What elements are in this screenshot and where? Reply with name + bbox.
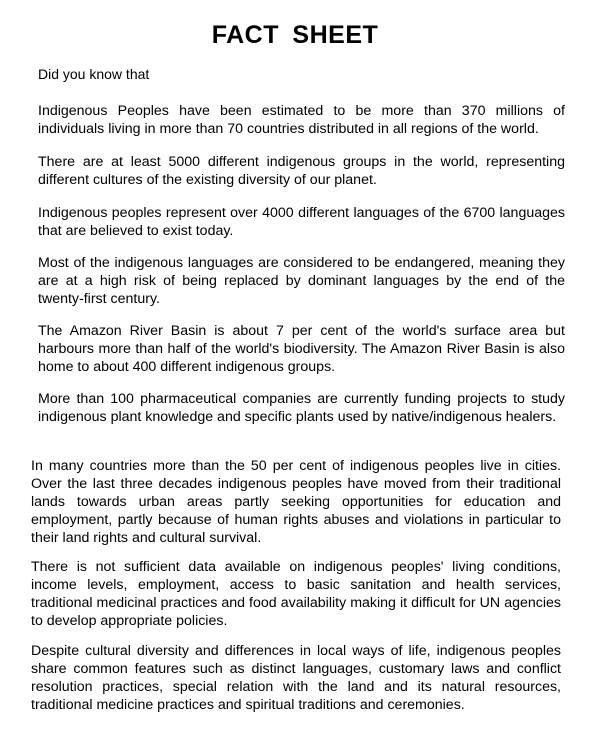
fact-paragraph: Indigenous Peoples have been estimated to be more than 370 millions of individuals living in more than 70 countries distributed in all regions of the world. — [38, 103, 565, 137]
body-paragraph: Despite cultural diversity and differences in local ways of life, indigenous peoples share common features such as distinct languages, customary laws and conflict resolution practices, special relation with the land and its natural resources, traditional medicine practices and spiritual traditions and ceremonies. — [31, 643, 561, 713]
fact-paragraph: Most of the indigenous languages are considered to be endangered, meaning they are at a high risk of being replaced by dominant languages by the end of the twenty-first century. — [38, 255, 565, 307]
body-paragraph: There is not sufficient data available on indigenous peoples' living conditions, income levels, employment, access to basic sanitation and health services, traditional medicinal practices and food availability making it difficult for UN agencies to develop appropriate policies. — [31, 559, 561, 629]
intro-text: Did you know that — [38, 66, 150, 82]
body-paragraph: In many countries more than the 50 per cent of indigenous peoples live in cities. Over the last three decades indigenous peoples have moved from their traditional lands towards urban areas partly seeking opportunities for education and employment, partly because of human rights abuses and violations in particular to their land rights and cultural survival. — [31, 458, 561, 546]
fact-paragraph: The Amazon River Basin is about 7 per cent of the world's surface area but harbours more than half of the world's biodiversity. The Amazon River Basin is also home to about 400 different indigenous groups. — [38, 323, 565, 375]
fact-paragraph: There are at least 5000 different indigenous groups in the world, representing different cultures of the existing diversity of our planet. — [38, 154, 565, 188]
page-title: FACT SHEET — [211, 21, 379, 49]
fact-paragraph: More than 100 pharmaceutical companies are currently funding projects to study indigenous plant knowledge and specific plants used by native/indigenous healers. — [38, 391, 565, 425]
fact-paragraph: Indigenous peoples represent over 4000 different languages of the 6700 languages that are believed to exist today. — [38, 205, 565, 239]
